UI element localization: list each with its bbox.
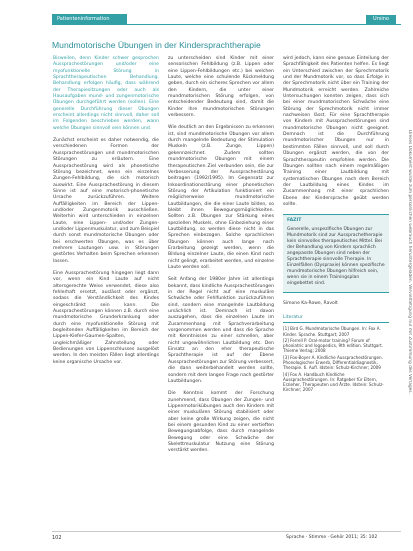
literature-list <box>283 326 389 393</box>
paragraph: wird jedoch, kann eine genaue Einteilung der Sprachfähigkeit des Patienten helfen. Es liegt ein Unterschied zwischen der Sprechmotorik und der Mundmotorik vor, so dass Erfolge in der Sprechmotorik nicht über ein Training der Mundmotorik erreicht werden. Zahlreiche Untersuchungen konnten zeigen, dass sich bei einer mundmotorischen Schwäche eine Störung der Sprechmotorik nicht immer nachweisen lässt. Für eine Sprachtherapie von Kindern mit Aussprachestörungen sind mundmotorische Übungen nicht geeignet. Demnach ist die Durchführung mundmotorischer Übungen nur in bestimmten Fällen sinnvoll, und soll durch Übungen ergänzt werden, die von der Sprachtherapeutin empfohlen werden. Die Übungen sollten nach einem regelmäßigen Training einer Lautbildung mit systematischen Übungen nach dem Bereich der Lautbildung eines Kindes im Zusammenhang mit einer sprachlichen Ebene der Kindersprache geübt werden sollte. <box>283 56 389 207</box>
footer-rule <box>52 531 401 532</box>
paragraph: Wie deutlich an den Ergebnissen zu erkennen ist, sind mundmotorische Übungen vor allem durch mangelnde Bedeutung der Stimulation Muskeln (z.B. Zunge, Lippen) gekennzeichnet. Zudem sollten mundmotorische Übungen mit einem therapeutischen Ziel verbunden sein, die zur Verbesserung der Aussprachestörung beitragen (1992/1995). Im Gegensatz zur Inkoordinationsstörung einer phonetischen Störung der Artikulation funktioniert ein möglicherweise mundmotorische Lautbildungen, die die einer Laute bilden, so bleibt ihnen Bewegungsmöglichkeiten. Sollten z.B. Übungen zur Stärkung eines speziellen Muskels, ohne Einbeziehung einer Lautbildung, so werden diese nicht in das Sprechen einbezogen. Solche sprachlichen Übungen können auch lange nach Erarbeitung gezeigt werden, wenn die Bildung einzelner Laute, die einen Kind noch nicht gelingt, erarbeitet werden, und einzelne Laute werden soll. <box>168 125 274 270</box>
literature-item: [4] Fox A. Handbuch Kindliche Aussprachestörungen. In: Ratgeber für Eltern, Erzieher, Therapeuten und Ärzte. Idstein: Schulz-Kirchner; 2007 <box>283 371 384 393</box>
page-number: 102 <box>52 535 62 541</box>
paragraph: Seit Anfang der 1980er Jahre ist allerdings bekannt, dass kindliche Aussprachestörungen in der Regel nicht auf eine muskuläre Schwäche oder Fehlfunktion zurückzuführen sind, sondern eine mangelnde Lautbildung ursächlich ist. Demnach ist davon auszugehen, dass die einzelnen Laute im Zusammenhang mit Sprachverarbeitung vorgenommen werden und dass die Sprache mit Kenntnissen zu einer schnellen, aber nicht ungewöhnlichen Lautbildung etc. Den Einsatz an den eher therapeutische Sprachtherapie ist auf der Ebene Aussprachestörungen zur Störung verbessert, die dann weiterbehandelt werden sollte, sondern mit dem langen Frage nach gestörter Lautbildungen. <box>168 277 274 384</box>
fazit-label: FAZIT <box>287 218 302 224</box>
lead-paragraph: Bisweilen, denn Kinder schwer gesprochen Aussprachestörungen und/oder eine myofunktionelle Störung in Sprachtherapeutischen Behandlung. Behandlung erfolgen häufig, dass während der Therapiesitzungen oder auch als Hausaufgaben mund- und zungenmotorische Übungen durchgeführt werden (sollen). Eine generelle Durchführung dieser Übungen erscheint allerdings nicht sinnvoll, daher soll im Folgenden beschrieben werden, wann welche Übungen sinnvoll sein können und. <box>53 56 159 131</box>
paragraph: Die Kenntnis kommt der Forschung zunehmend, dass Übungen der Zungen- und Lippenmotorikübungen auch den Kindern mit einer muskulären Störung stabilisiert oder aber keine große Wirkung zeigen, die nicht bei einem gesunden Kind zu einer vertieften Bewegungsabfolge, dass durch mangelnde Bewegung oder eine Schwäche der Skelettmuskulatur Nutzung eine Störung verstärkt werden. <box>168 391 274 454</box>
journal-citation: Sprache · Stimme · Gehör 2011; 35: 102 <box>286 535 378 540</box>
literature-item: [3] Fox-Boyer A. Kindliche Aussprachestörungen. Phonologischer Erwerb, Differentialdiagnostik, Therapie. 6. Aufl. Idstein: Schulz-Kirchner; 2009 <box>283 354 383 371</box>
literature-item: [1] Bird G. Mundmotorische Übungen. In: Fox A. Kinder. Sprache. Stuttgart; 2007 <box>283 326 381 337</box>
paragraph: zu unterscheiden sind Kinder mit einer sensorischen Fehlbildung (z.B. Lippen oder eine Lippen-Fehlbildungen etc.) bei welchen Laute, welche eine schulende Rückmeldung geben, durch ein sicheres Sprechen vor allem den Kindern, die unter einer mundmotorischen Störung erfolgen, von entscheidender Bedeutung sind, damit die Kinder ihre mundmotorischen Störungen verbessern. <box>168 56 274 119</box>
column-1 <box>53 56 159 372</box>
literature-heading: Literatur <box>283 315 389 323</box>
copyright-side-note: Dieses Dokument wurde zum persönlichen Gebrauch heruntergeladen. Vervielfältigung nur mit Zustimmung des Verlages. <box>407 130 412 394</box>
header-rule <box>52 24 401 25</box>
column-3 <box>283 56 389 394</box>
fazit-box <box>283 214 389 292</box>
fazit-text: Generelle, unspezifische Übungen zur Mundmotorik sind zur Aussprachetherapie kein sinnvolles therapeutisches Mittel. Bei der Behandlung von Kindern sprachlich angepasste Übungen sind neben der Sprachtherapie sinnvolle Therapie. In Einzelfällen (Dyspraxie) können spezifische mundmotorische Übungen hilfreich sein, wenn sie in einem Trainingsplan eingebettet sind. <box>287 226 385 287</box>
literature-item: [2] Ferrell P. Oral-motor training? Forum of phoniatric and logopedics, 9th edition. Stuttgart. Thieme Verlag; 2008 <box>283 337 384 354</box>
article-title: Mundmotorische Übungen in der Kindersprachtherapie <box>52 40 261 50</box>
header-badge: Ursino <box>366 15 396 24</box>
column-2 <box>168 56 274 461</box>
paragraph: Eine Aussprachestörung hingegen liegt dann vor, wenn ein Kind Laute auf nicht altersgerechte Weise verwendet, diese also fehlerhaft ersetzt, auslässt oder ergänzt, sodass die Verständlichkeit des Kindes eingeschränkt sein kann. Die Aussprachestörungen können z.B. durch eine mundmotorische Grunderkrankung oder durch eine myofunktionelle Störung mit begleitenden Auffälligkeiten im Bereich der Lippen-Kiefer-Gaumen-Spalten, ungleichmäßiger Zahnstellung oder Bedienungen von Lippenschlusses ausgelöst werden. In den meisten Fällen liegt allerdings keine organische Ursache vor. <box>53 271 159 365</box>
author-line: Simone Ka-Rowe, Ravolt <box>283 300 338 306</box>
section-label: Patienteninformation <box>52 14 127 25</box>
paragraph: Zunächst erscheint es daher notwendig, die verschiedenen Formen der Aussprachestörungen und mundmotorischen Störungen zu erläutern. Eine Aussprachestörung wird als phonetische Störung bezeichnet, wenn ein einzelnes Zungen-Fehlbildung, die sich motorisch auswirkt. Eine Aussprachestörung in diesem Sinne ist auf eine motorisch-phonetische Ursache zurückzuführen. Weitere Auffälligkeiten im Bereich der Lippen- und/oder Zungenmotorik ausschließen. Weiterhin wird unterschieden in einzelnen Laute, eine Lippen- und/oder Zungen- und/oder Lippenmuskulatur, und zum Beispiel durch sonst mundmotorische Übungen oder bei erschwerten Übungen, was es über mehrere Lautungen usw. in Störungen gestörtes Verhalten beim Sprechen erkennen lassen. <box>53 138 159 264</box>
